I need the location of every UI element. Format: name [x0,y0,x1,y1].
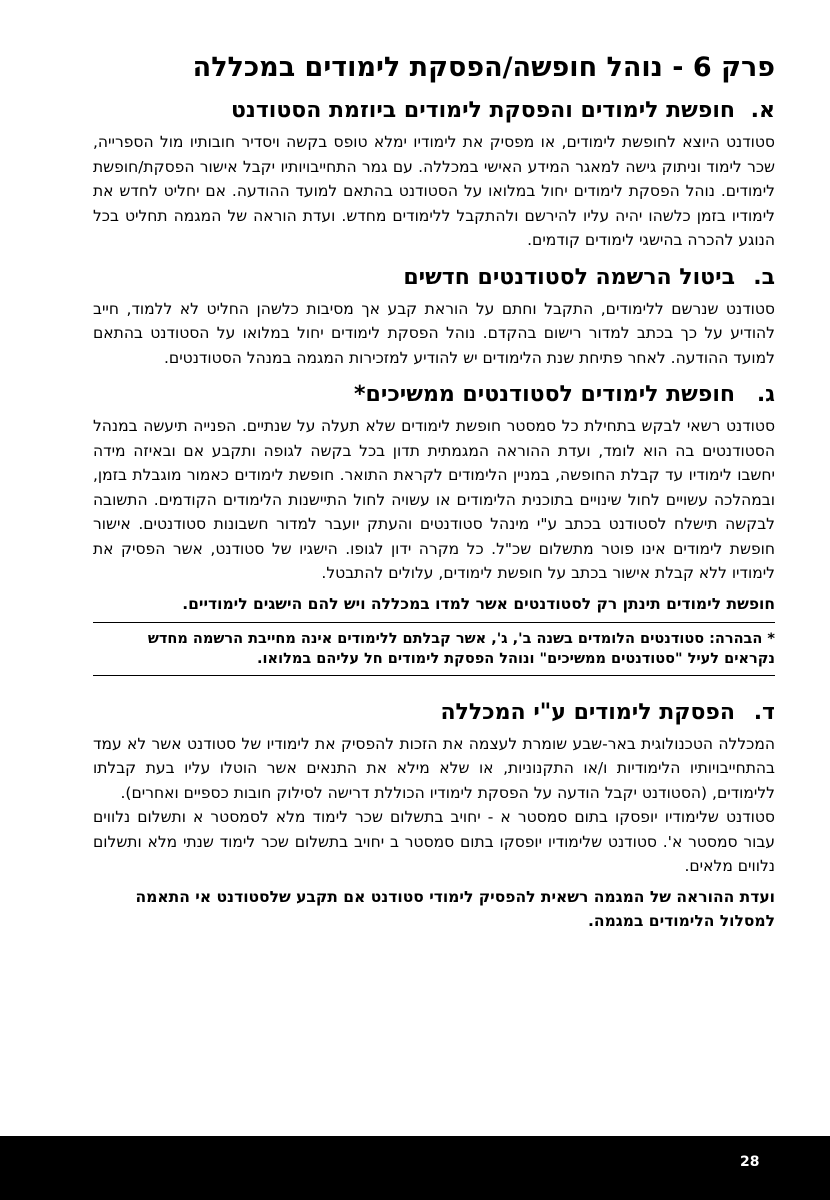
section-paragraph: סטודנט היוצא לחופשת לימודים, או מפסיק את לימודיו ימלא טופס בקשה ויסדיר חובותיו מול הספרייה, שכר לימוד וניתוק גישה למאגר המידע האישי במכללה. עם גמר התחייבויותיו יקבל אישור הפסקת/חופשת לימודים. נוהל הפסקת לימודים יחול במלואו על הסטודנט בהתאם למועד ההודעה. אם יחליט לחדש את לימודיו בזמן כלשהו יהיה עליו להירשם ולהתקבל ללימודים מחדש. ועדת הוראה של המגמה תחליט בכל הנוגע להכרה בהישגי לימודים קודמים. [93,133,775,249]
footer-bar [0,1136,830,1200]
section-heading [93,263,775,293]
section-letter: א. [750,98,775,123]
section-paragraph: סטודנט שלימודיו יופסקו בתום סמסטר א - יחויב בתשלום שכר לימוד מלא לסמסטר א ותשלום נלווים עבור סמסטר א'. סטודנט שלימודיו יופסקו בתום סמסטר ב יחויב בתשלום שכר לימוד שנתי מלא ותשלום נלווים מלאים. [93,808,775,875]
section-paragraph: סטודנט שנרשם ללימודים, התקבל וחתם על הוראת קבע אך מסיבות כלשהן החליט לא ללמוד, חייב להודיע על כך בכתב למדור רישום בהקדם. נוהל הפסקת לימודים יחול במלואו על הסטודנט בהתאם למועד ההודעה. לאחר פתיחת שנת הלימודים יש להודיע למזכירות המגמה במנהל הסטודנטים. [93,299,775,367]
section-d [93,698,775,933]
section-heading [93,96,775,126]
section-title: הפסקת לימודים ע"י המכללה [440,699,735,725]
divider [93,675,775,676]
section-b [93,263,775,371]
section-c [93,380,775,676]
section-letter: ג. [756,382,775,407]
section-paragraph: המכללה הטכנולוגית באר-שבע שומרת לעצמה את הזכות להפסיק את לימודיו של סטודנט אשר לא עמד בהתחייבויותיו הלימודיות ו/או התקנוניות, או שלא מילא את התנאים אשר הוטלו עליו בעת קבלתו ללימודים, (הסטודנט יקבל הודעה על הפסקת לימודיו הכוללת דרישה לסילוק חובות כספיים ואחרים). [93,734,775,802]
page-number: 28 [740,1154,760,1170]
section-a [93,96,775,253]
section-paragraph: סטודנט רשאי לבקש בתחילת כל סמסטר חופשת לימודים שלא תעלה על שנתיים. הפנייה תיעשה במנהל הסטודנטים בה הוא לומד, ועדת ההוראה המגמתית תדון בכל בקשה לגופה ותקבע אם ובאיזה מידה יחשבו לימודיו עד קבלת החופשה, במניין הלימודים לקראת התואר. חופשת לימודים כאמור מוגבלת בזמן, ובמהלכה עשויים לחול שינויים בתוכנית הלימודים או עשויה לחול התיישנות הלימודים הקודמים. התשובה לבקשה תישלח לסטודנט בכתב ע"י מינהל סטודנטים והעתק יועבר למדור חשבונות סטודנטים. אישור חופשת לימודים אינו פוטר מתשלום שכ"ל. כל מקרה ידון לגופו. הישגיו של סטודנט, אשר הפסיק את לימודיו ללא קבלת אישור בכתב על חופשת לימודים, עלולים להתבטל. [93,417,775,582]
bold-note: חופשת לימודים תינתן רק לסטודנטים אשר למדו במכללה ויש להם הישגים לימודיים. [182,594,775,613]
clarification-note: * הבהרה: סטודנטים הלומדים בשנה ב', ג', אשר קבלתם ללימודים אינה מחייבת הרשמה מחדש נקראים לעיל "סטודנטים ממשיכים" ונוהל הפסקת לימודים חל עליהם במלואו. [147,630,775,667]
chapter-title: פרק 6 - נוהל חופשה/הפסקת לימודים במכללה [192,52,775,83]
section-letter: ב. [753,264,775,290]
section-title: חופשת לימודים לסטודנטים ממשיכים* [354,382,735,407]
section-title: חופשת לימודים והפסקת לימודים ביוזמת הסטודנט [230,98,735,123]
bold-note: ועדת ההוראה של המגמה רשאית להפסיק לימודי סטודנט אם תקבע שלסטודנט אי התאמה למסלול הלימודים במגמה. [135,887,775,930]
divider [93,622,775,623]
section-title: ביטול הרשמה לסטודנטים חדשים [403,264,735,290]
section-heading [93,380,775,410]
section-letter: ד. [753,699,775,725]
section-heading [93,698,775,728]
